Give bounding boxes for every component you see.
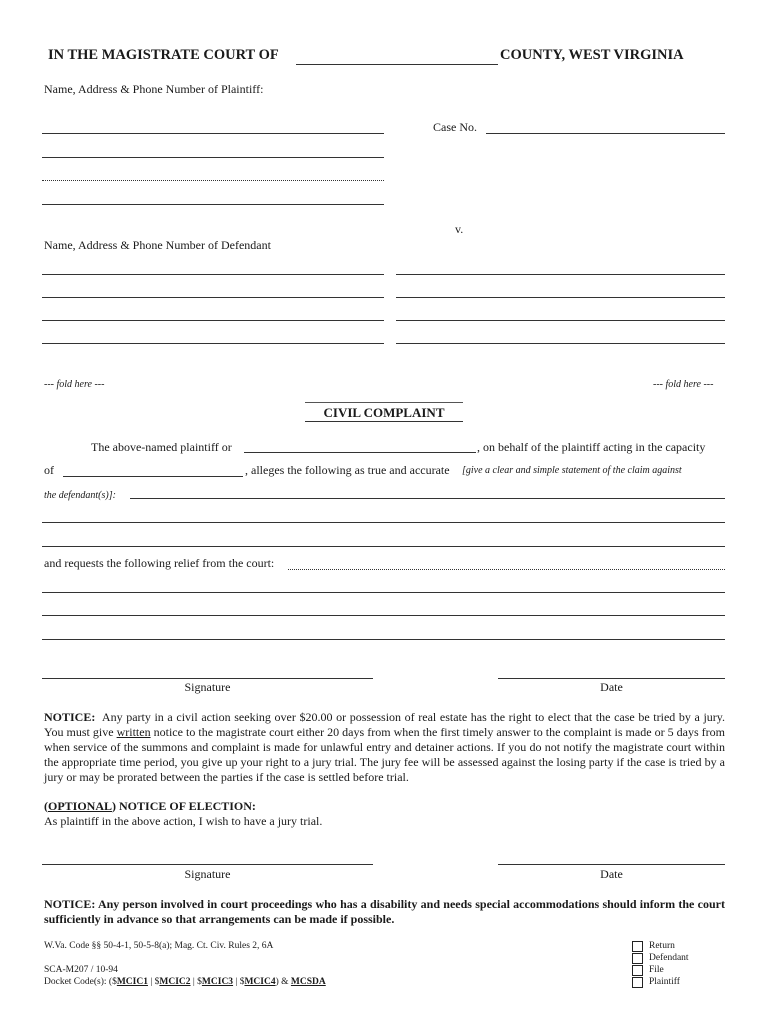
docket-prefix: Docket Code(s): ($: [44, 977, 117, 987]
county-suffix: COUNTY, WEST VIRGINIA: [500, 47, 684, 63]
case-no-field[interactable]: [486, 133, 725, 134]
relief-label: and requests the following relief from the court:: [44, 556, 275, 570]
fold-marker-left: --- fold here ---: [44, 379, 105, 390]
defendant2-line-2[interactable]: [396, 297, 725, 298]
plaintiff-label: Name, Address & Phone Number of Plaintiff:: [44, 82, 264, 96]
jury-notice-text-a: Any party in a civil action seeking over $20.00 or possession of real estate has the right to elect that the case be tried by a jury. You must give: [44, 710, 725, 739]
election-heading-rest: NOTICE OF ELECTION:: [119, 799, 256, 813]
docket-codes: Docket Code(s): ($MCIC1 | $MCIC2 | $MCIC3 | $MCIC4) & MCSDA: [44, 977, 326, 987]
plaintiff-line-4[interactable]: [42, 204, 384, 205]
docket-code-last: MCSDA: [290, 977, 326, 987]
body-line2-b: , alleges the following as true and accurate: [245, 463, 450, 477]
claim-line-2[interactable]: [42, 522, 725, 523]
relief-line-2[interactable]: [42, 592, 725, 593]
body-line1-a: The above-named plaintiff or: [91, 440, 232, 454]
case-no-label: Case No.: [433, 120, 477, 134]
jury-notice-text-b: notice to the magistrate court either 20 days from when the first timely answer to the complaint is made or 5 days from when service of the summons and complaint is made for unlawful entry and detainer actions. If you do not notify the magistrate court within the appropriate time period, you give up your right to a jury trial. The jury fee will be assessed against the losing party if the case is tried by a jury or may be prorated between the parties if the case is settled before trial.: [44, 725, 726, 784]
signature-label-1: Signature: [184, 680, 231, 694]
jury-notice: [44, 710, 725, 785]
defendant-label: Name, Address & Phone Number of Defendant: [44, 238, 271, 252]
defendant2-line-1[interactable]: [396, 274, 725, 275]
capacity-name-field[interactable]: [244, 452, 476, 453]
claim-line-1[interactable]: [130, 498, 725, 499]
relief-line-1[interactable]: [288, 569, 725, 570]
return-checkbox[interactable]: [632, 941, 643, 952]
form-number: SCA-M207 / 10-94: [44, 965, 118, 975]
file-label: File: [649, 965, 664, 975]
defendant-copy-label: Defendant: [649, 953, 689, 963]
file-checkbox[interactable]: [632, 965, 643, 976]
election-heading: (OPTIONAL) NOTICE OF ELECTION:: [44, 799, 256, 813]
election-optional: OPTIONAL: [48, 799, 113, 813]
signature-line-1[interactable]: [42, 678, 373, 679]
return-label: Return: [649, 941, 675, 951]
claim-hint: [give a clear and simple statement of the claim against: [462, 465, 682, 476]
defendant2-line-4[interactable]: [396, 343, 725, 344]
accommodation-notice: NOTICE: Any person involved in court proceedings who has a disability and needs special accommodations should inform the court sufficiently in advance so that arrangements can be made if possible.: [44, 897, 725, 926]
versus-label: v.: [455, 222, 464, 236]
signature-label-2: Signature: [184, 867, 231, 881]
fold-marker-right: --- fold here ---: [653, 379, 714, 390]
capacity-field[interactable]: [63, 476, 243, 477]
defendant-line-1[interactable]: [42, 274, 384, 275]
date-line-2[interactable]: [498, 864, 725, 865]
court-prefix: IN THE MAGISTRATE COURT OF: [48, 47, 279, 63]
defendant-checkbox[interactable]: [632, 953, 643, 964]
election-text: As plaintiff in the above action, I wish to have a jury trial.: [44, 814, 323, 828]
defendant-line-3[interactable]: [42, 320, 384, 321]
plaintiff-checkbox[interactable]: [632, 977, 643, 988]
docket-code-2: MCIC2: [159, 977, 191, 987]
relief-line-4[interactable]: [42, 639, 725, 640]
docket-code-4: MCIC4: [244, 977, 276, 987]
docket-and: ) &: [275, 977, 291, 987]
date-label-1: Date: [600, 680, 623, 694]
docket-code-3: MCIC3: [201, 977, 234, 987]
defendant-line-2[interactable]: [42, 297, 384, 298]
county-name-field[interactable]: [296, 64, 498, 65]
body-line1-b: , on behalf of the plaintiff acting in the capacity: [477, 440, 706, 454]
plaintiff-copy-label: Plaintiff: [649, 977, 680, 987]
date-line-1[interactable]: [498, 678, 725, 679]
body-line2-a: of: [44, 463, 54, 477]
plaintiff-line-3[interactable]: [42, 180, 384, 181]
claim-hint-cont: the defendant(s)]:: [44, 490, 116, 501]
title-rule: [305, 402, 463, 403]
claim-line-3[interactable]: [42, 546, 725, 547]
date-label-2: Date: [600, 867, 623, 881]
docket-code-1: MCIC1: [116, 977, 148, 987]
defendant2-line-3[interactable]: [396, 320, 725, 321]
form-title: CIVIL COMPLAINT: [305, 405, 463, 422]
signature-line-2[interactable]: [42, 864, 373, 865]
plaintiff-line-1[interactable]: [42, 133, 384, 134]
jury-notice-label: NOTICE:: [44, 710, 96, 724]
defendant-line-4[interactable]: [42, 343, 384, 344]
plaintiff-line-2[interactable]: [42, 157, 384, 158]
jury-notice-written: written: [116, 725, 151, 739]
relief-line-3[interactable]: [42, 615, 725, 616]
code-citation: W.Va. Code §§ 50-4-1, 50-5-8(a); Mag. Ct. Civ. Rules 2, 6A: [44, 941, 274, 951]
